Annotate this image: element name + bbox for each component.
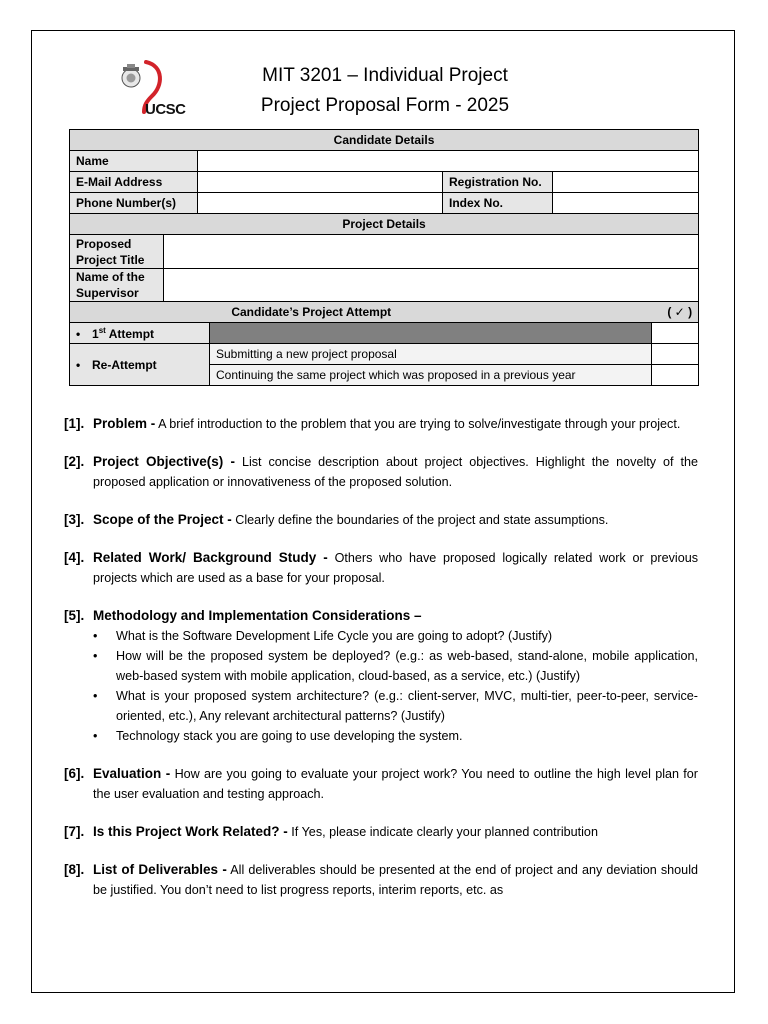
- first-attempt-shaded-cell: [210, 323, 652, 344]
- re-attempt-text: Re-Attempt: [92, 357, 157, 372]
- registration-no-label: Registration No.: [443, 172, 553, 193]
- name-label: Name: [70, 151, 198, 172]
- section-text: How are you going to evaluate your project work? You need to outline the high level plan for the user evaluation and testing approach.: [93, 767, 699, 801]
- registration-no-field[interactable]: [553, 172, 699, 193]
- section-title: Is this Project Work Related? -: [93, 824, 288, 839]
- option-new-proposal: Submitting a new project proposal: [210, 344, 652, 365]
- logo-text: UCSC: [145, 101, 186, 118]
- section-number: [4].: [64, 550, 85, 565]
- list-item: • How will be the proposed system be deployed? (e.g.: as web-based, stand-alone, mobile application, web-based system with mobile application, cloud-based, as a service, etc.) (Justify): [93, 646, 698, 686]
- email-label: E-Mail Address: [70, 172, 198, 193]
- proposed-title-label-line-2: Project Title: [76, 252, 145, 267]
- check-header: ( ✓ ): [553, 302, 699, 323]
- section-title: Related Work/ Background Study -: [93, 550, 328, 565]
- section-number: [3].: [64, 512, 85, 527]
- section-number: [2].: [64, 454, 85, 469]
- section-related-work: [64, 548, 698, 588]
- section-title: Scope of the Project -: [93, 512, 232, 527]
- first-attempt-label: [70, 323, 210, 344]
- option-continue-project: Continuing the same project which was proposed in a previous year: [210, 365, 652, 386]
- document-title: [200, 61, 570, 121]
- supervisor-field[interactable]: [164, 269, 699, 302]
- section-title: Evaluation -: [93, 766, 171, 781]
- section-methodology: [64, 606, 698, 746]
- option-new-proposal-checkbox[interactable]: [652, 344, 699, 365]
- phone-label: Phone Number(s): [70, 193, 198, 214]
- attempt-header: Candidate’s Project Attempt: [70, 302, 553, 323]
- email-field[interactable]: [198, 172, 443, 193]
- section-number: [8].: [64, 862, 85, 877]
- section-number: [5].: [64, 608, 85, 623]
- section-text: A brief introduction to the problem that you are trying to solve/investigate through your project.: [158, 417, 681, 431]
- section-objectives: [64, 452, 698, 492]
- section-work-related: [64, 822, 698, 842]
- list-item: • What is your proposed system architecture? (e.g.: client-server, MVC, multi-tier, peer-to-peer, service-oriented, etc.), Any relevant architectural patterns? (Justify): [93, 686, 698, 726]
- section-problem: [64, 414, 698, 434]
- section-title: Problem -: [93, 416, 156, 431]
- re-attempt-label: [70, 344, 210, 386]
- section-title: List of Deliverables -: [93, 862, 227, 877]
- section-deliverables: [64, 860, 698, 900]
- option-continue-project-checkbox[interactable]: [652, 365, 699, 386]
- list-item: • Technology stack you are going to use developing the system.: [93, 726, 698, 746]
- project-details-header: Project Details: [70, 214, 699, 235]
- re-attempt-bullet: [76, 358, 92, 372]
- section-evaluation: [64, 764, 698, 804]
- supervisor-label: [70, 269, 164, 302]
- supervisor-label-line-2: Supervisor: [76, 286, 139, 300]
- section-text: Clearly define the boundaries of the project and state assumptions.: [235, 513, 609, 527]
- section-title: Project Objective(s) -: [93, 454, 235, 469]
- guideline-sections: [64, 414, 698, 900]
- section-scope: [64, 510, 698, 530]
- proposed-title-field[interactable]: [164, 235, 699, 269]
- section-number: [7].: [64, 824, 85, 839]
- first-attempt-word: Attempt: [108, 326, 155, 341]
- first-attempt-num: 1: [92, 326, 99, 341]
- section-text: List concise description about project objectives. Highlight the novelty of the proposed application or innovativeness of the proposed solution.: [93, 455, 698, 489]
- list-item: • What is the Software Development Life Cycle you are going to adopt? (Justify): [93, 626, 698, 646]
- section-text: If Yes, please indicate clearly your planned contribution: [291, 825, 598, 839]
- name-field[interactable]: [198, 151, 699, 172]
- candidate-details-header: Candidate Details: [70, 130, 699, 151]
- section-text: Others who have proposed logically related work or previous projects which are used as a base for your proposal.: [93, 551, 699, 585]
- proposed-title-label: [70, 235, 164, 269]
- section-number: [6].: [64, 766, 85, 781]
- title-line-2: Project Proposal Form - 2025: [260, 95, 510, 116]
- proposed-title-label-line-1: Proposed: [76, 236, 132, 251]
- methodology-list: [93, 626, 698, 746]
- section-text: All deliverables should be presented at the end of project and any deviation should be justified. You don’t need to list progress reports, interim reports, etc. as: [93, 863, 698, 897]
- first-attempt-sup: st: [98, 325, 106, 335]
- proposal-form-table: [69, 129, 699, 386]
- section-title: Methodology and Implementation Considerations –: [93, 608, 422, 623]
- section-number: [1].: [64, 416, 85, 431]
- index-no-field[interactable]: [553, 193, 699, 214]
- phone-field[interactable]: [198, 193, 443, 214]
- index-no-label: Index No.: [443, 193, 553, 214]
- supervisor-label-line-1: Name of the: [76, 270, 145, 284]
- first-attempt-checkbox[interactable]: [652, 323, 699, 344]
- first-attempt-bullet: [76, 327, 92, 341]
- title-line-1: MIT 3201 – Individual Project: [262, 65, 508, 86]
